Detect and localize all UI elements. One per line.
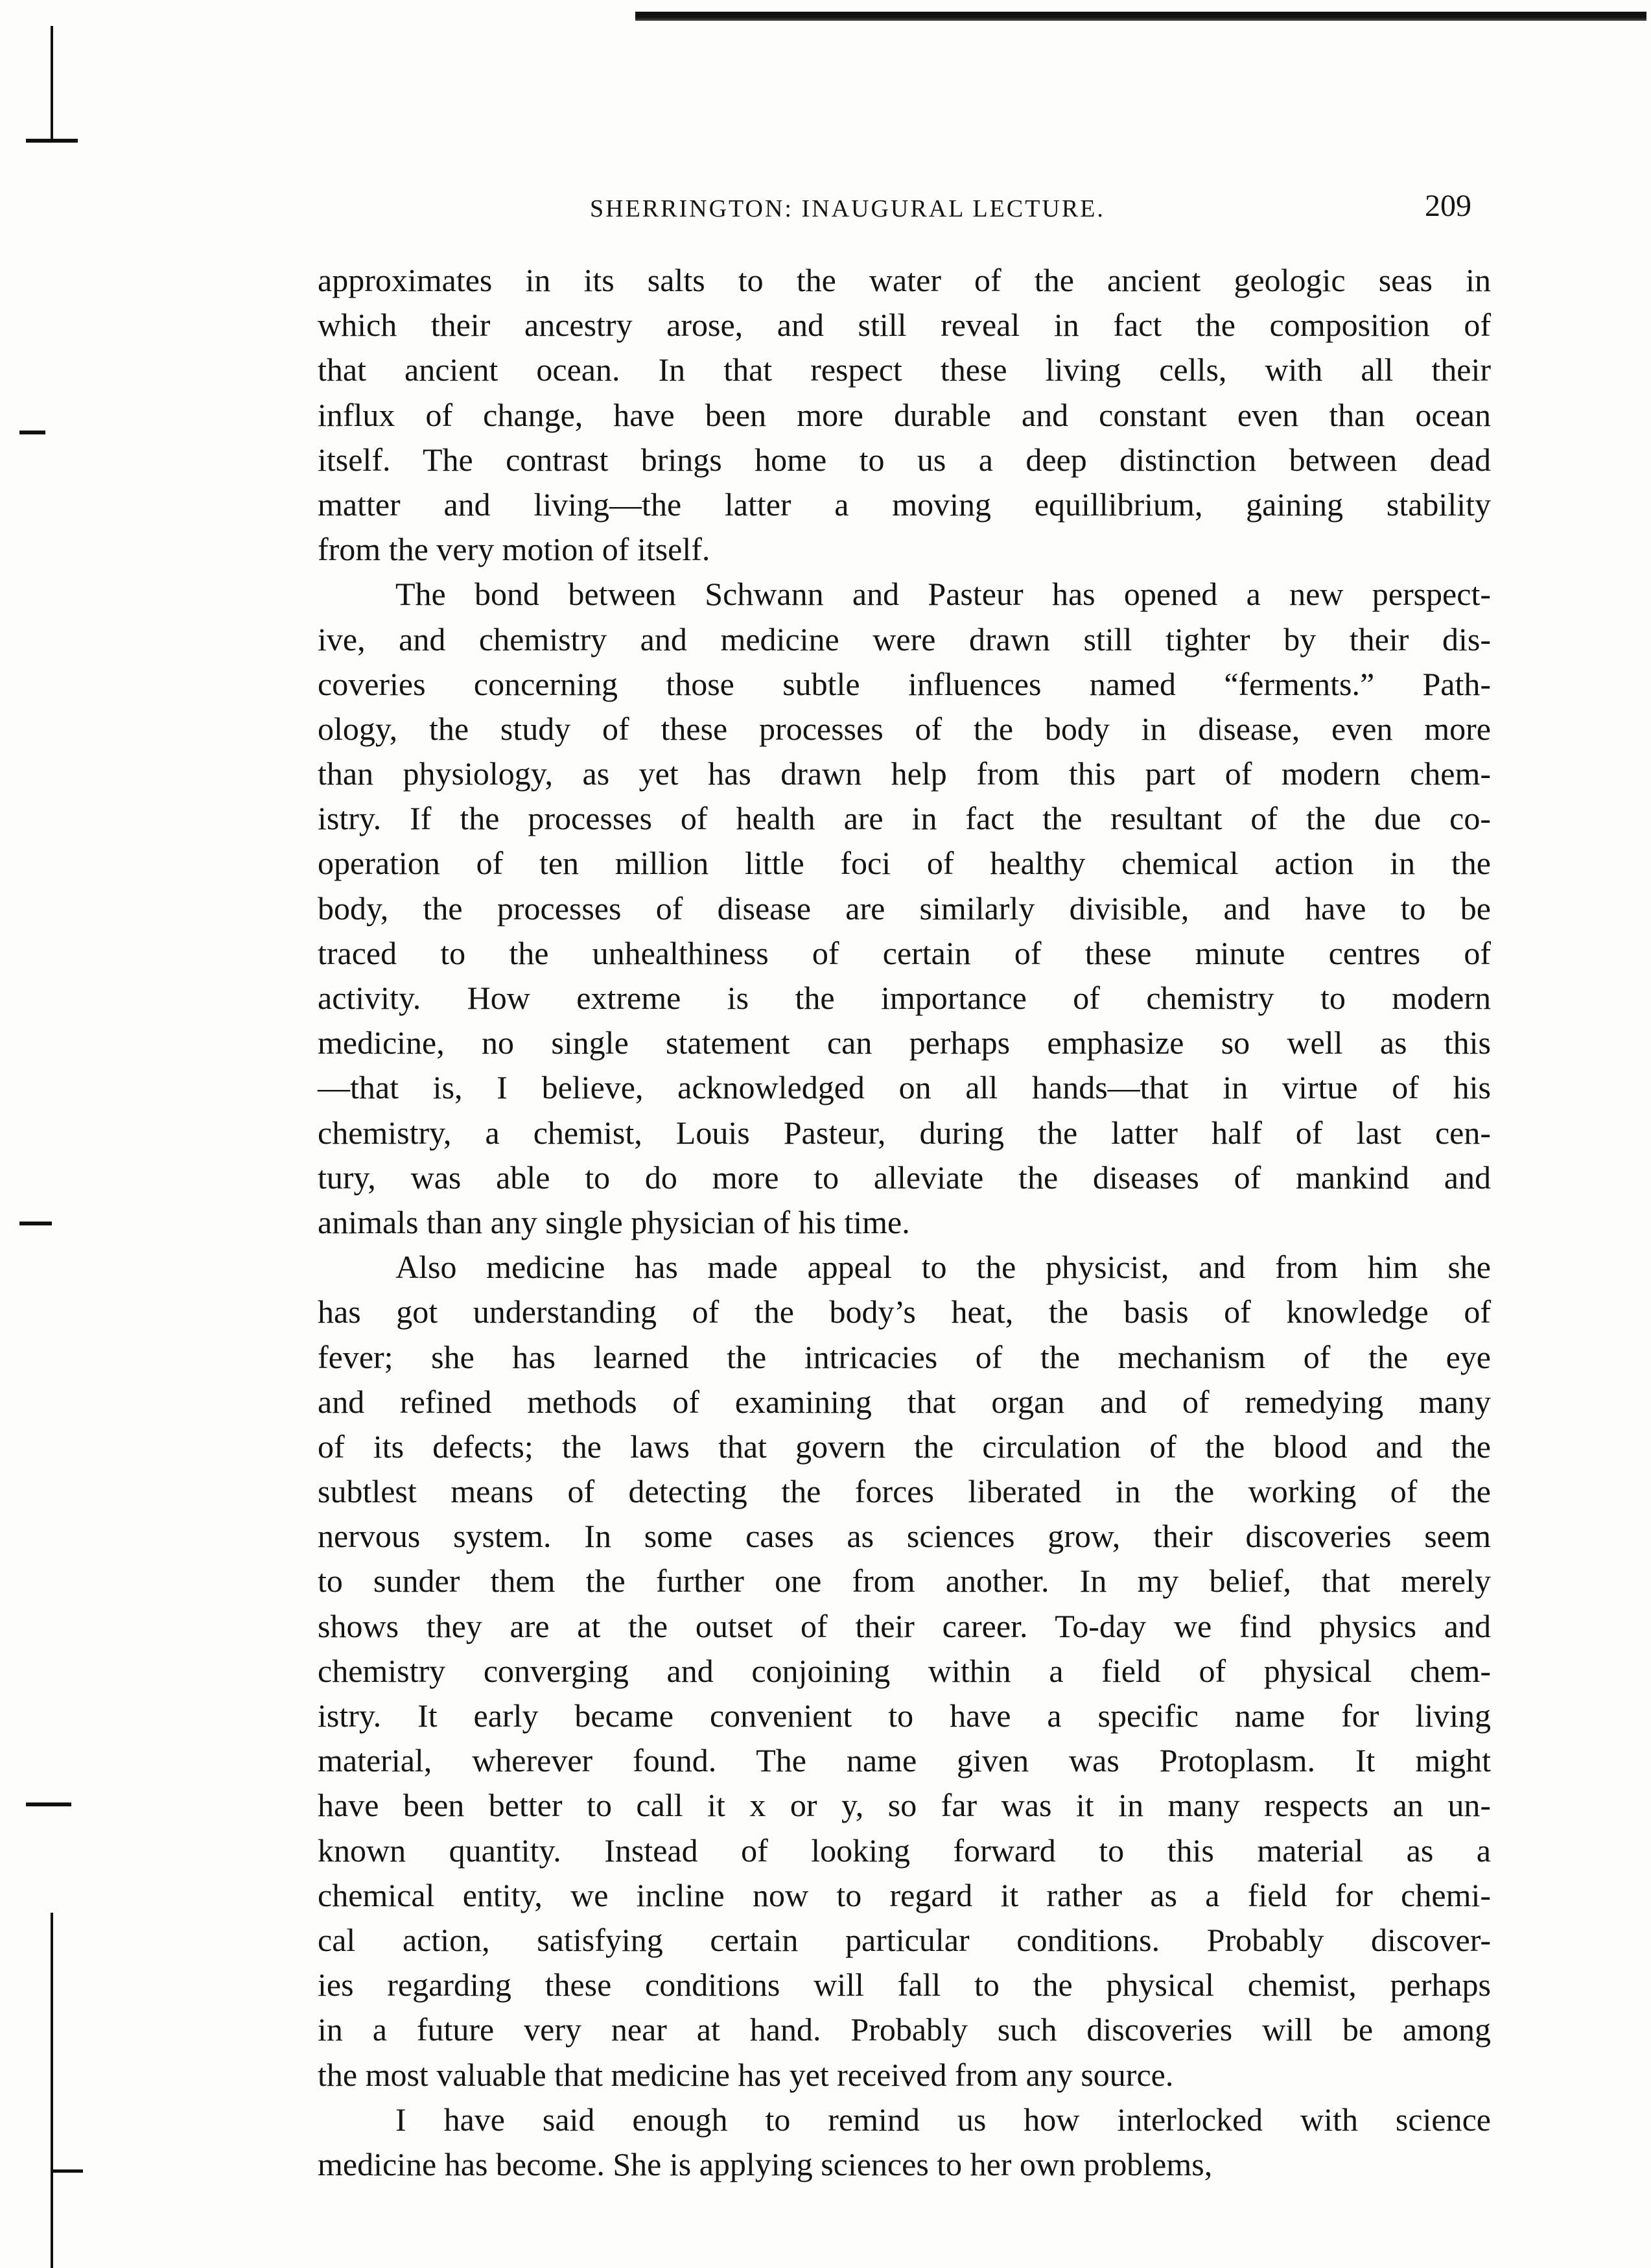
- text-line: tury, was able to do more to alleviate the diseases of mankind and: [318, 1159, 1491, 1196]
- page-number: 209: [1425, 189, 1471, 223]
- body-text: [318, 258, 1491, 2187]
- text-line: and refined methods of examining that organ and of remedying many: [318, 1383, 1491, 1420]
- text-line: fever; she has learned the intricacies of the mechanism of the eye: [318, 1338, 1491, 1375]
- text-line: animals than any single physician of his time.: [318, 1203, 910, 1240]
- text-line: influx of change, have been more durable and constant even than ocean: [318, 396, 1491, 433]
- text-line: material, wherever found. The name given was Protoplasm. It might: [318, 1742, 1491, 1779]
- gutter-mark: [51, 1913, 53, 2268]
- text-line: known quantity. Instead of looking forward to this material as a: [318, 1832, 1491, 1869]
- text-line: coveries concerning those subtle influences named “ferments.” Path-: [318, 665, 1491, 702]
- text-line: the most valuable that medicine has yet received from any source.: [318, 2056, 1174, 2093]
- paragraph: [318, 572, 1491, 1245]
- text-line: chemistry, a chemist, Louis Pasteur, during the latter half of last cen-: [318, 1114, 1491, 1151]
- text-line: than physiology, as yet has drawn help from this part of modern chem-: [318, 755, 1491, 792]
- text-line: to sunder them the further one from another. In my belief, that merely: [318, 1563, 1491, 1600]
- text-line: from the very motion of itself.: [318, 531, 710, 568]
- text-line: traced to the unhealthiness of certain of these minute centres of: [318, 934, 1491, 971]
- text-line: body, the processes of disease are similarly divisible, and have to be: [318, 890, 1491, 927]
- text-line: I have said enough to remind us how interlocked with science: [395, 2101, 1491, 2138]
- text-line: ology, the study of these processes of the body in disease, even more: [318, 710, 1491, 747]
- text-line: itself. The contrast brings home to us a deep distinction between dead: [318, 441, 1491, 478]
- text-line: shows they are at the outset of their career. To-day we find physics and: [318, 1607, 1491, 1644]
- page-header: [318, 189, 1491, 237]
- text-line: approximates in its salts to the water of the ancient geologic seas in: [318, 262, 1491, 298]
- text-line: cal action, satisfying certain particular conditions. Probably discover-: [318, 1921, 1491, 1958]
- text-line: which their ancestry arose, and still reveal in fact the composition of: [318, 307, 1491, 344]
- gutter-mark: [51, 2169, 83, 2173]
- gutter-mark: [19, 1222, 52, 1225]
- text-line: matter and living—the latter a moving equillibrium, gaining stability: [318, 486, 1491, 523]
- text-line: subtlest means of detecting the forces liberated in the working of the: [318, 1473, 1491, 1510]
- text-line: has got understanding of the body’s heat, the basis of knowledge of: [318, 1293, 1491, 1330]
- paragraph: [318, 2097, 1491, 2187]
- text-line: istry. If the processes of health are in fact the resultant of the due co-: [318, 800, 1491, 837]
- paragraph: [318, 1245, 1491, 2097]
- gutter-mark: [51, 26, 53, 143]
- text-line: in a future very near at hand. Probably such discoveries will be among: [318, 2011, 1491, 2048]
- text-line: Also medicine has made appeal to the physicist, and from him she: [395, 1249, 1491, 1286]
- text-line: that ancient ocean. In that respect these living cells, with all their: [318, 351, 1491, 388]
- running-head: SHERRINGTON: INAUGURAL LECTURE.: [590, 195, 1105, 222]
- text-line: —that is, I believe, acknowledged on all hands—that in virtue of his: [318, 1069, 1491, 1106]
- gutter-mark: [26, 139, 78, 143]
- gutter-mark: [19, 431, 45, 434]
- text-line: nervous system. In some cases as sciences grow, their discoveries seem: [318, 1518, 1491, 1555]
- gutter-mark: [26, 1802, 71, 1806]
- text-line: medicine has become. She is applying sciences to her own problems,: [318, 2145, 1213, 2182]
- text-line: medicine, no single statement can perhaps emphasize so well as this: [318, 1024, 1491, 1061]
- text-line: The bond between Schwann and Pasteur has opened a new perspect-: [395, 576, 1491, 613]
- text-line: ies regarding these conditions will fall to the physical chemist, perhaps: [318, 1967, 1491, 2003]
- top-rule: [635, 12, 1646, 21]
- text-line: of its defects; the laws that govern the circulation of the blood and the: [318, 1428, 1491, 1465]
- text-line: istry. It early became convenient to have a specific name for living: [318, 1697, 1491, 1734]
- text-line: operation of ten million little foci of healthy chemical action in the: [318, 845, 1491, 882]
- text-line: ive, and chemistry and medicine were drawn still tighter by their dis-: [318, 620, 1491, 657]
- text-line: have been better to call it x or y, so far was it in many respects an un-: [318, 1787, 1491, 1824]
- text-line: activity. How extreme is the importance of chemistry to modern: [318, 980, 1491, 1016]
- paragraph: [318, 258, 1491, 572]
- text-line: chemical entity, we incline now to regard it rather as a field for chemi-: [318, 1876, 1491, 1913]
- text-line: chemistry converging and conjoining within a field of physical chem-: [318, 1652, 1491, 1689]
